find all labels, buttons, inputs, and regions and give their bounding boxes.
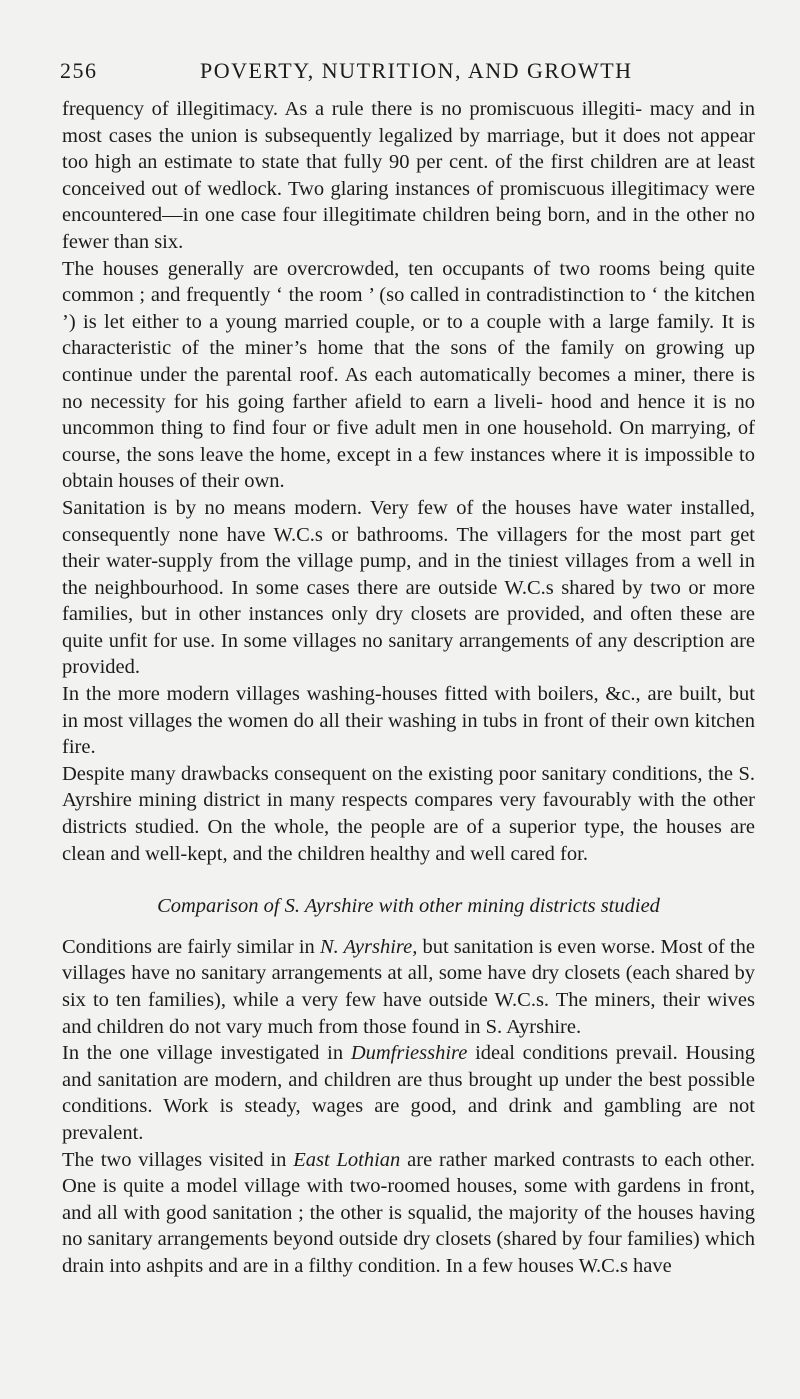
paragraph-n-ayrshire [62,934,755,1040]
page-body [62,96,755,1280]
text: ideal conditions prevail. Housing and sanitation are modern, and children are thus brought up under the best possible conditions. Work is steady, wages are good, and drink and gambling are not prevalent. [62,1042,755,1144]
text: In the one village investigated in [62,1042,351,1065]
section-subheading: Comparison of S. Ayrshire with other mining districts studied [157,895,660,918]
place-name-n-ayrshire: N. Ayrshire, [319,935,418,958]
page-number: 256 [60,58,98,83]
paragraph-housing: The houses generally are overcrowded, ten occupants of two rooms being quite common ; and frequently ‘ the room ’ (so called in contradistinction to ‘ the kitchen ’) is let either to a young married couple, or to a couple with a large family. It is characteristic of the miner’s home that the sons of the family on growing up continue under the parental roof. As each automatically becomes a miner, there is no necessity for his going farther afield to earn a liveli- hood and hence it is no uncommon thing to find four or five adult men in one household. On marrying, of course, the sons leave the home, except in a few instances where it is impossible to obtain houses of their own. [62,257,755,493]
paragraph-dumfriesshire [62,1040,755,1146]
text: The two villages visited in [62,1148,294,1171]
paragraph-east-lothian [62,1147,755,1280]
text: are rather marked contrasts to each other. One is quite a model village with two-roomed houses, some with gardens in front, and all with good sanitation ; the other is squalid, the majority of the houses having no sanitary arrangements beyond outside dry closets (shared by four families) which drain into ashpits and are in a filthy condition. In a few houses W.C.s have [62,1148,755,1277]
place-name-east-lothian: East Lothian [293,1148,401,1171]
paragraph-summary: Despite many drawbacks consequent on the existing poor sanitary conditions, the S. Ayrshire mining district in many respects compares very favourably with the other districts studied. On the whole, the people are of a superior type, the houses are clean and well-kept, and the children healthy and well cared for. [62,762,755,865]
section-gap [62,867,755,893]
text: but sanitation is even worse. Most of the villages have no sanitary arrangements at all, some have dry closets (each shared by six to ten families), while a very few have outside W.C.s. The miners, their wives and children do not vary much from those found in S. Ayrshire. [62,935,755,1038]
text: Conditions are fairly similar in [62,935,320,958]
paragraph-sanitation: Sanitation is by no means modern. Very few of the houses have water installed, consequently none have W.C.s or bathrooms. The villagers for the most part get their water-supply from the village pump, and in the tiniest villages from a well in the neighbourhood. In some cases there are outside W.C.s shared by two or more families, but in other instances only dry closets are provided, and often these are quite unfit for use. In some villages no sanitary arrangements of any description are provided. [62,496,755,679]
paragraph-washing-houses: In the more modern villages washing-houses fitted with boilers, &c., are built, but in most villages the women do all their washing in tubs in front of their own kitchen fire. [62,683,755,759]
place-name-dumfriesshire: Dumfriesshire [350,1042,468,1065]
running-title: POVERTY, NUTRITION, AND GROWTH [200,58,633,83]
paragraph-illegitimacy: frequency of illegitimacy. As a rule there is no promiscuous illegiti- macy and in most cases the union is subsequently legalized by marriage, but it does not appear too high an estimate to state that fully 90 per cent. of the first children are at least conceived out of wedlock. Two glaring instances of promiscuous illegitimacy were encountered—in one case four illegitimate children being born, and in the other no fewer than six. [62,98,755,253]
